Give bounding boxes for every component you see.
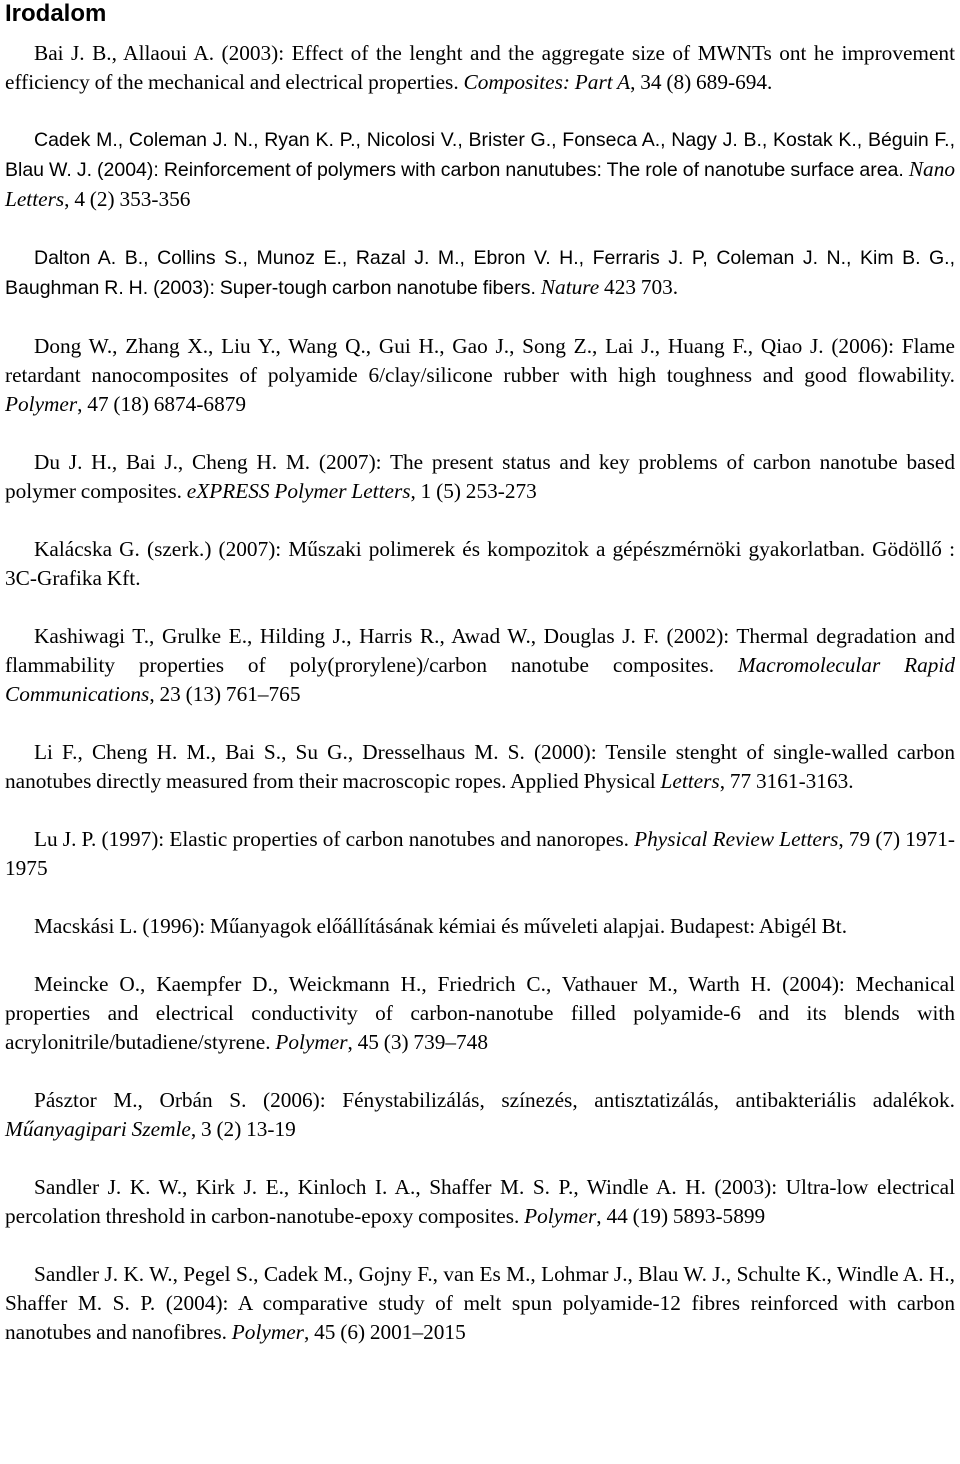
reference-details: , 34 (8) 689-694. xyxy=(630,70,773,94)
reference-item xyxy=(5,738,955,796)
reference-journal: Polymer xyxy=(231,1320,304,1344)
reference-details: , 3 (2) 13-19 xyxy=(190,1117,296,1141)
reference-details: , 23 (13) 761–765 xyxy=(149,682,301,706)
reference-text: Dong W., Zhang X., Liu Y., Wang Q., Gui H., Gao J., Song Z., Lai J., Huang F., Qiao J. (2006): Flame retardant nanocomposites of polyamide 6/clay/silicone rubber with high toughness and good flowability. xyxy=(5,334,955,387)
reference-text: Du J. H., Bai J., Cheng H. M. (2007): The present status and key problems of carbon nanotube based polymer composites. xyxy=(5,450,955,503)
reference-details: , 77 3161-3163. xyxy=(719,769,854,793)
reference-details: , 47 (18) 6874-6879 xyxy=(77,392,247,416)
reference-details: , 45 (6) 2001–2015 xyxy=(303,1320,466,1344)
reference-item xyxy=(5,970,955,1057)
reference-item xyxy=(5,622,955,709)
reference-text: Sandler J. K. W., Kirk J. E., Kinloch I. A., Shaffer M. S. P., Windle A. H. (2003): Ultra-low electrical percolation threshold in carbon-nanotube-epoxy composites. xyxy=(5,1175,955,1228)
reference-details: , 45 (3) 739–748 xyxy=(347,1030,488,1054)
reference-list xyxy=(5,39,955,1347)
reference-text: Kashiwagi T., Grulke E., Hilding J., Harris R., Awad W., Douglas J. F. (2002): Thermal degradation and flammability properties of poly(prorylene)/carbon nanotube composites. xyxy=(5,624,955,677)
reference-text: Meincke O., Kaempfer D., Weickmann H., Friedrich C., Vathauer M., Warth H. (2004): Mechanical properties and electrical conductivity of carbon-nanotube filled polyamide-6 and its blends with acrylonitrile/butadiene/styrene. xyxy=(5,972,955,1054)
reference-item xyxy=(5,332,955,419)
reference-item xyxy=(5,535,955,593)
reference-item xyxy=(5,126,955,215)
reference-journal: Letters xyxy=(660,769,720,793)
reference-journal: Polymer xyxy=(275,1030,348,1054)
reference-details: , 4 (2) 353-356 xyxy=(64,187,191,211)
reference-details: , 44 (19) 5893-5899 xyxy=(596,1204,766,1228)
reference-item xyxy=(5,1173,955,1231)
reference-item xyxy=(5,1086,955,1144)
reference-item xyxy=(5,912,955,941)
reference-text: Bai J. B., Allaoui A. (2003): Effect of the lenght and the aggregate size of MWNTs ont he improvement efficiency of the mechanical and electrical properties. xyxy=(5,41,955,94)
reference-text: Sandler J. K. W., Pegel S., Cadek M., Gojny F., van Es M., Lohmar J., Blau W. J., Schulte K., Windle A. H., Shaffer M. S. P. (2004): A comparative study of melt spun polyamide-12 fibres reinforced with carbon nanotubes and nanofibres. xyxy=(5,1262,955,1344)
reference-journal: Composites: Part A xyxy=(463,70,631,94)
reference-text: Dalton A. B., Collins S., Munoz E., Razal J. M., Ebron V. H., Ferraris J. P, Coleman J. N., Kim B. G., Baughman R. H. (2003): Super-tough carbon nanotube fibers. xyxy=(5,247,955,299)
reference-journal: Physical Review Letters xyxy=(634,827,839,851)
reference-item xyxy=(5,1260,955,1347)
reference-item xyxy=(5,825,955,883)
reference-details: , 79 (7) 1971-1975 xyxy=(5,827,955,880)
reference-item xyxy=(5,448,955,506)
reference-details: 423 703. xyxy=(599,275,679,299)
reference-text: Li F., Cheng H. M., Bai S., Su G., Dresselhaus M. S. (2000): Tensile stenght of single-walled carbon nanotubes directly measured from their macroscopic ropes. Applied Physical xyxy=(5,740,955,793)
reference-journal: Nature xyxy=(540,275,600,299)
reference-journal: Nano Letters xyxy=(5,157,955,211)
reference-text: Macskási L. (1996): Műanyagok előállításának kémiai és műveleti alapjai. Budapest: Abigél Bt. xyxy=(34,914,848,938)
page-title: Irodalom xyxy=(5,0,107,27)
reference-journal: eXPRESS Polymer Letters xyxy=(186,479,411,503)
reference-text: Lu J. P. (1997): Elastic properties of carbon nanotubes and nanoropes. xyxy=(34,827,635,851)
reference-journal: Műanyagipari Szemle xyxy=(5,1117,191,1141)
reference-journal: Polymer xyxy=(524,1204,597,1228)
reference-text: Pásztor M., Orbán S. (2006): Fénystabilizálás, színezés, antisztatizálás, antibakteriális adalékok. xyxy=(34,1088,955,1112)
reference-item xyxy=(5,244,955,303)
reference-item xyxy=(5,39,955,97)
reference-journal: Macromolecular Rapid Communications xyxy=(5,653,955,706)
reference-details: , 1 (5) 253-273 xyxy=(410,479,537,503)
reference-text: Cadek M., Coleman J. N., Ryan K. P., Nicolosi V., Brister G., Fonseca A., Nagy J. B., Kostak K., Béguin F., Blau W. J. (2004): Reinforcement of polymers with carbon nanutubes: The role of nanotube surface area. xyxy=(5,129,955,181)
reference-text: Kalácska G. (szerk.) (2007): Műszaki polimerek és kompozitok a gépészmérnöki gyakorlatban. Gödöllő : 3C-Grafika Kft. xyxy=(5,537,955,590)
reference-journal: Polymer xyxy=(5,392,78,416)
